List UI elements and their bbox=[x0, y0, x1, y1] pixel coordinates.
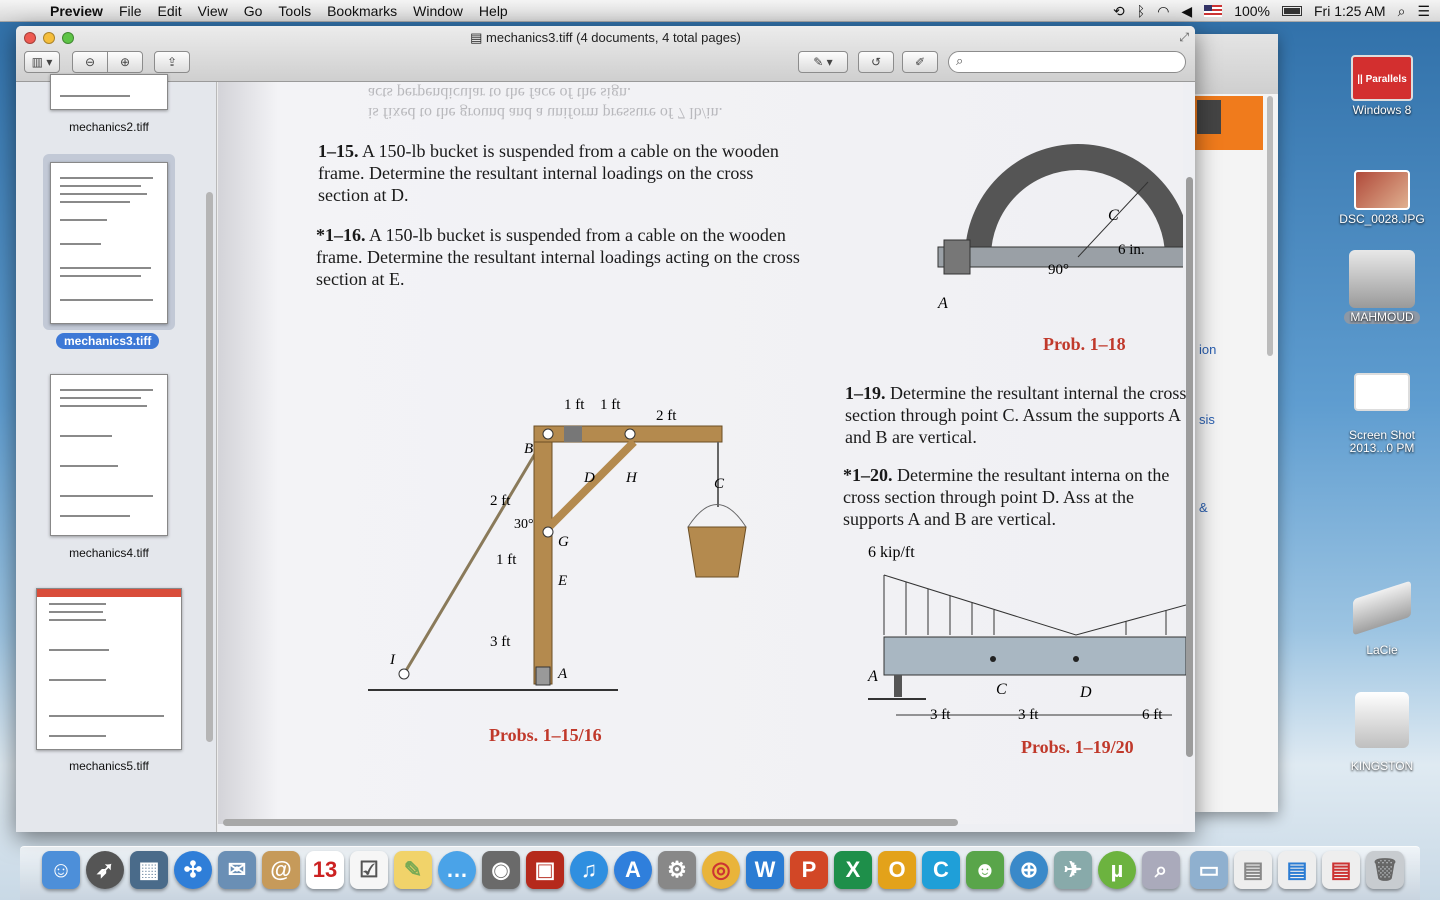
menu-edit[interactable]: Edit bbox=[157, 2, 182, 19]
usb-drive-icon bbox=[1355, 692, 1409, 748]
menu-tools[interactable]: Tools bbox=[278, 2, 312, 19]
label-a: A bbox=[558, 666, 568, 682]
title-bar bbox=[16, 26, 1195, 82]
bleed-line-2: acts perpendicular to the face of the sign. bbox=[368, 84, 631, 101]
view-menu-button[interactable] bbox=[24, 51, 60, 73]
dim-1ft-a: 1 ft bbox=[564, 397, 585, 413]
search-input[interactable] bbox=[948, 51, 1186, 73]
screenshot-thumbnail-icon bbox=[1354, 373, 1410, 411]
launchpad-icon[interactable]: ➶ bbox=[86, 851, 124, 889]
wifi-icon[interactable]: ◠ bbox=[1157, 2, 1170, 19]
beam-label-a: A bbox=[868, 668, 878, 685]
problem-1-20-text: Determine the resultant interna on the cross section through point D. Ass at the supports A and B are vertical. bbox=[843, 465, 1170, 529]
menu-clock[interactable]: Fri 1:25 AM bbox=[1314, 3, 1386, 19]
beam bbox=[884, 637, 1186, 675]
preview-window bbox=[16, 26, 1195, 832]
dock bbox=[20, 846, 1420, 900]
beam-span-2: 3 ft bbox=[1018, 707, 1039, 722]
communicator-icon[interactable]: C bbox=[922, 851, 960, 889]
external-drive-icon bbox=[1353, 581, 1411, 636]
app-store-icon[interactable]: A bbox=[614, 851, 652, 889]
pin-i bbox=[399, 669, 409, 679]
problem-1-20-number: *1–20. bbox=[843, 465, 893, 485]
dim-2ft: 2 ft bbox=[656, 408, 677, 424]
share-icon: ⇪ bbox=[166, 55, 178, 69]
fullscreen-icon[interactable]: ⤢ bbox=[1179, 30, 1189, 44]
beam-span-3: 6 ft bbox=[1142, 707, 1163, 722]
calendar-icon[interactable]: 13 bbox=[306, 851, 344, 889]
chrome-icon[interactable]: ◎ bbox=[702, 851, 740, 889]
system-preferences-icon[interactable]: ⚙ bbox=[658, 851, 696, 889]
network-icon[interactable]: ⊕ bbox=[1010, 851, 1048, 889]
excel-icon[interactable]: X bbox=[834, 851, 872, 889]
desktop-icon-kingston[interactable] bbox=[1332, 692, 1432, 773]
desktop-label-screenshot: Screen Shot 2013...0 PM bbox=[1348, 428, 1416, 455]
zoom-out-button[interactable] bbox=[72, 51, 108, 73]
desktop-icon-dsc[interactable] bbox=[1332, 170, 1432, 226]
label-i: I bbox=[390, 652, 395, 668]
reminders-icon[interactable]: ☑ bbox=[350, 851, 388, 889]
label-g: G bbox=[558, 534, 569, 550]
bleed-through-text bbox=[368, 82, 848, 122]
clamp-angle: 90° bbox=[1048, 262, 1069, 278]
menu-file[interactable]: File bbox=[118, 2, 142, 19]
sidebar-icon: ▥ ▾ bbox=[31, 55, 53, 69]
sidebar-scrollbar[interactable] bbox=[206, 192, 213, 742]
clamp-diagram bbox=[908, 122, 1183, 322]
messages-icon[interactable]: … bbox=[438, 851, 476, 889]
beam-span-1: 3 ft bbox=[930, 707, 951, 722]
problem-1-16-number: *1–16. bbox=[316, 225, 366, 245]
menu-window[interactable]: Window bbox=[413, 2, 463, 19]
desktop-icon-windows8[interactable] bbox=[1332, 55, 1432, 117]
label-c: C bbox=[714, 476, 725, 492]
zoom-out-icon: ⊖ bbox=[84, 55, 96, 69]
bucket bbox=[688, 527, 746, 577]
time-machine-icon[interactable]: ⟲ bbox=[1113, 2, 1125, 19]
document-page bbox=[218, 82, 1187, 824]
problem-1-19-number: 1–19. bbox=[845, 383, 886, 403]
desktop-icon-lacie[interactable] bbox=[1332, 590, 1432, 657]
problem-1-15-text: A 150-lb bucket is suspended from a cable on the wooden frame. Determine the resultant internal loadings on the cross section at D. bbox=[318, 141, 779, 205]
facetime-icon[interactable]: ◉ bbox=[482, 851, 520, 889]
label-d: D bbox=[584, 470, 595, 486]
thumbnail-sidebar[interactable] bbox=[16, 82, 217, 832]
drive-icon bbox=[1349, 250, 1415, 308]
caption-prob-1-18: Prob. 1–18 bbox=[1043, 334, 1126, 354]
photo-thumbnail-icon bbox=[1354, 170, 1410, 210]
background-window[interactable] bbox=[1195, 34, 1278, 812]
stack-icon-2[interactable]: ▤ bbox=[1278, 851, 1316, 889]
caption-probs-1-19-20: Probs. 1–19/20 bbox=[1021, 737, 1134, 757]
contacts-icon[interactable]: @ bbox=[262, 851, 300, 889]
stack-icon-3[interactable]: ▤ bbox=[1322, 851, 1360, 889]
outlook-icon[interactable]: O bbox=[878, 851, 916, 889]
clamp-label-a: A bbox=[938, 295, 948, 312]
problem-1-15 bbox=[318, 140, 803, 206]
desktop-label-lacie: LaCie bbox=[1366, 643, 1398, 657]
dim-3ft-vertical: 3 ft bbox=[490, 634, 511, 650]
utorrent-icon[interactable]: µ bbox=[1098, 851, 1136, 889]
desktop-label-mahmoud: MAHMOUD bbox=[1344, 311, 1419, 324]
stack-icon-1[interactable]: ▤ bbox=[1234, 851, 1272, 889]
clamp-arc bbox=[978, 157, 1178, 257]
thumbnail-label-mechanics5[interactable]: mechanics5.tiff bbox=[69, 759, 149, 773]
thumbnail-label-mechanics2[interactable]: mechanics2.tiff bbox=[69, 120, 149, 134]
share-button[interactable] bbox=[154, 51, 190, 73]
thumbnail-mechanics3[interactable] bbox=[50, 162, 168, 324]
parallels-icon: || Parallels bbox=[1351, 55, 1413, 101]
photo-booth-icon[interactable]: ▣ bbox=[526, 851, 564, 889]
documents-folder-icon[interactable]: ▭ bbox=[1190, 851, 1228, 889]
caption-probs-1-15-16: Probs. 1–15/16 bbox=[489, 725, 602, 745]
background-scrollbar[interactable] bbox=[1267, 96, 1273, 356]
thumbnail-label-mechanics3[interactable]: mechanics3.tiff bbox=[56, 333, 159, 349]
volume-icon[interactable]: ◀ bbox=[1181, 2, 1193, 19]
thumbnail-label-mechanics4[interactable]: mechanics4.tiff bbox=[69, 546, 149, 560]
problem-1-19 bbox=[845, 382, 1190, 448]
bleed-line-1: is fixed to the ground and a uniform pressure of 7 lb/in. bbox=[368, 104, 723, 121]
cable-line bbox=[404, 432, 548, 674]
desktop-icon-screenshot[interactable] bbox=[1332, 373, 1432, 455]
zoom-in-button[interactable] bbox=[107, 51, 143, 73]
menu-bar bbox=[0, 0, 1440, 22]
thumbnail-mechanics5[interactable] bbox=[36, 588, 182, 750]
bluetooth-icon[interactable]: ᛒ bbox=[1136, 3, 1146, 19]
dim-2ft-vertical: 2 ft bbox=[490, 493, 511, 509]
input-source-flag-icon[interactable] bbox=[1204, 5, 1222, 17]
rotate-icon: ↺ bbox=[870, 55, 882, 69]
document-horizontal-scrollbar[interactable] bbox=[223, 819, 958, 826]
window-title-text: mechanics3.tiff (4 documents, 4 total pages) bbox=[486, 30, 741, 45]
pen-icon: ✎ ▾ bbox=[813, 55, 833, 69]
avatar bbox=[1197, 100, 1221, 134]
edit-toolbar-icon: ✐ bbox=[914, 55, 926, 69]
label-h: H bbox=[626, 470, 637, 486]
finder-icon[interactable]: ☺ bbox=[42, 851, 80, 889]
safari-icon[interactable]: ✣ bbox=[174, 851, 212, 889]
battery-percent[interactable]: 100% bbox=[1234, 3, 1270, 19]
notes-icon[interactable]: ✎ bbox=[394, 851, 432, 889]
annotate-button[interactable] bbox=[798, 51, 848, 73]
beam-load-label: 6 kip/ft bbox=[868, 544, 915, 561]
trash-icon[interactable]: 🗑 bbox=[1366, 851, 1404, 889]
powerpoint-icon[interactable]: P bbox=[790, 851, 828, 889]
beam-diagram bbox=[866, 537, 1186, 722]
document-icon: ▤ bbox=[470, 30, 487, 45]
beam-label-c: C bbox=[996, 681, 1007, 698]
desktop-icon-mahmoud[interactable] bbox=[1332, 250, 1432, 326]
desktop-label-windows8: Windows 8 bbox=[1352, 103, 1412, 117]
battery-icon[interactable] bbox=[1282, 6, 1302, 16]
itunes-icon[interactable]: ♫ bbox=[570, 851, 608, 889]
mail-icon[interactable]: ✉ bbox=[218, 851, 256, 889]
problem-1-15-number: 1–15. bbox=[318, 141, 359, 161]
messenger-icon[interactable]: ☻ bbox=[966, 851, 1004, 889]
problem-1-16 bbox=[316, 224, 801, 290]
menu-view[interactable]: View bbox=[197, 2, 228, 19]
angle-30: 30° bbox=[514, 517, 534, 532]
zoom-in-icon: ⊕ bbox=[119, 55, 131, 69]
word-icon[interactable]: W bbox=[746, 851, 784, 889]
frame-post bbox=[534, 426, 552, 684]
background-text-1: ion bbox=[1199, 342, 1217, 357]
beam-label-d: D bbox=[1080, 684, 1092, 701]
desktop-label-kingston: KINGSTON bbox=[1350, 759, 1414, 773]
label-b: B bbox=[524, 441, 534, 457]
menu-help[interactable]: Help bbox=[478, 2, 508, 19]
document-view[interactable] bbox=[218, 82, 1195, 832]
background-text-2: sis bbox=[1199, 412, 1215, 427]
frame-strut bbox=[544, 442, 634, 532]
rotate-button[interactable] bbox=[858, 51, 894, 73]
spotlight-icon[interactable]: ⌕ bbox=[1397, 2, 1406, 19]
utility-icon[interactable]: ✈ bbox=[1054, 851, 1092, 889]
problem-1-16-text: A 150-lb bucket is suspended from a cable on the wooden frame. Determine the resultant internal loadings acting on the cross section at E. bbox=[316, 225, 800, 289]
notification-center-icon[interactable]: ☰ bbox=[1417, 2, 1430, 19]
dim-1ft-vertical: 1 ft bbox=[496, 552, 517, 568]
clamp-radius: 6 in. bbox=[1118, 242, 1145, 258]
background-text-3: & bbox=[1199, 500, 1208, 515]
menu-bookmarks[interactable]: Bookmarks bbox=[327, 2, 398, 19]
window-title bbox=[16, 30, 1195, 46]
frame-diagram bbox=[358, 362, 778, 722]
problem-1-20 bbox=[843, 464, 1188, 530]
problem-1-19-text: Determine the resultant internal the cross section through point C. Assum the supports A and B are vertical. bbox=[845, 383, 1187, 447]
desktop-label-dsc: DSC_0028.JPG bbox=[1339, 212, 1425, 226]
mission-control-icon[interactable]: ▦ bbox=[130, 851, 168, 889]
dim-1ft-b: 1 ft bbox=[600, 397, 621, 413]
thumbnail-mechanics2[interactable] bbox=[50, 74, 168, 110]
edit-toolbar-button[interactable] bbox=[902, 51, 938, 73]
label-e: E bbox=[558, 573, 568, 589]
menu-app-name[interactable]: Preview bbox=[50, 2, 103, 19]
thumbnail-mechanics4[interactable] bbox=[50, 374, 168, 536]
document-vertical-scrollbar[interactable] bbox=[1186, 177, 1193, 757]
preview-icon[interactable]: ⌕ bbox=[1142, 851, 1180, 889]
clamp-label-c: C bbox=[1108, 207, 1119, 224]
menu-go[interactable]: Go bbox=[243, 2, 263, 19]
